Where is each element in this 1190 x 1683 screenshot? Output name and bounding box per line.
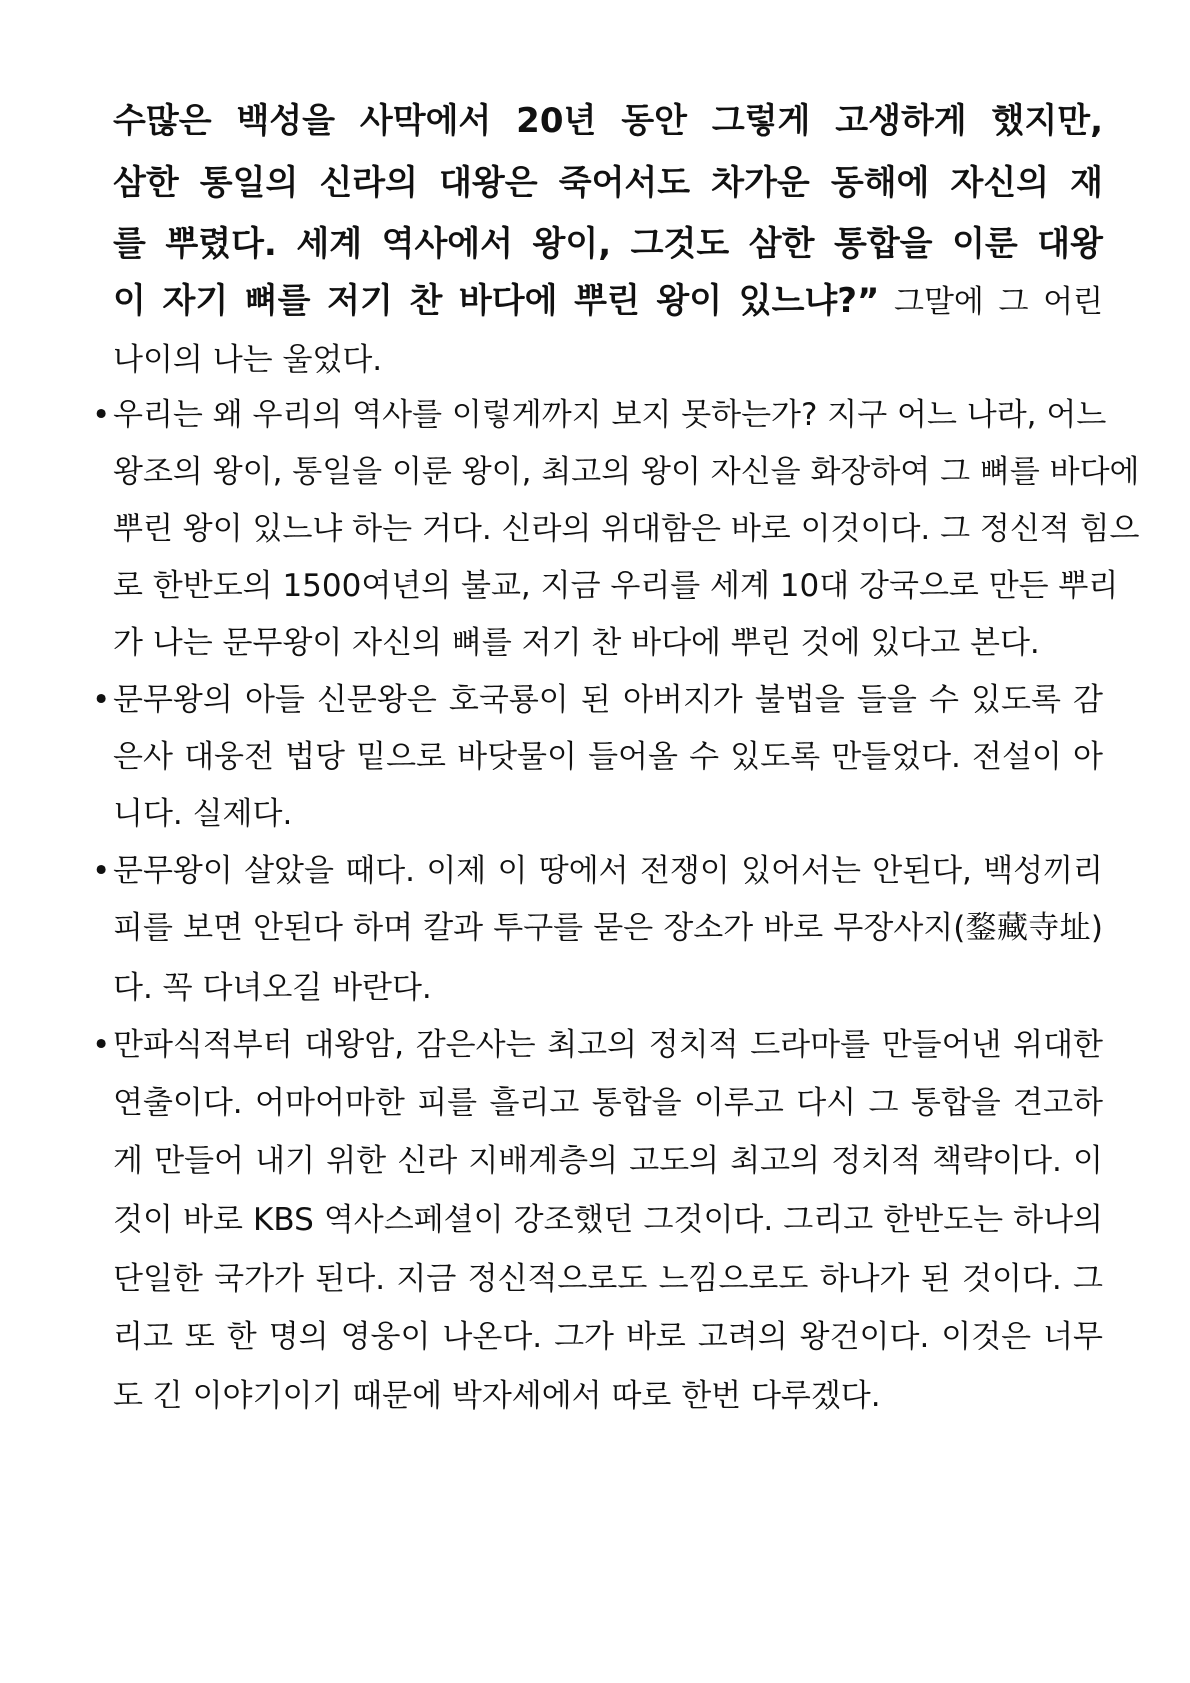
quote-line-mixed xyxy=(113,281,1103,321)
narration-line: 나이의 나는 울었다. xyxy=(113,342,383,378)
bullet-1-line: 뿌린 왕이 있느냐 하는 거다. 신라의 위대함은 바로 이것이다. 그 정신적 힘으 xyxy=(113,511,1140,547)
quote-line: 수많은 백성을 사막에서 20년 동안 그렇게 고생하게 했지만, xyxy=(113,101,1103,141)
bullet-icon: • xyxy=(92,853,111,889)
quote-closing: 이 자기 뼈를 저기 찬 바다에 뿌린 왕이 있느냐?” xyxy=(113,281,880,321)
narration-text: 그말에 그 어린 xyxy=(879,284,1103,320)
bullet-3-line: 피를 보면 안된다 하며 칼과 투구를 묻은 장소가 바로 무장사지(鍪藏寺址) xyxy=(113,910,1103,946)
bullet-icon: • xyxy=(92,682,111,718)
bullet-1-line: 가 나는 문무왕이 자신의 뼈를 저기 찬 바다에 뿌린 것에 있다고 본다. xyxy=(113,625,1040,661)
bullet-3-line: 문무왕이 살았을 때다. 이제 이 땅에서 전쟁이 있어서는 안된다, 백성끼리 xyxy=(113,853,1103,889)
bullet-4-line: 것이 바로 KBS 역사스페셜이 강조했던 그것이다. 그리고 한반도는 하나의 xyxy=(113,1202,1103,1238)
bullet-icon: • xyxy=(92,397,111,433)
bullet-4-line: 만파식적부터 대왕암, 감은사는 최고의 정치적 드라마를 만들어낸 위대한 xyxy=(113,1027,1103,1063)
quote-line: 를 뿌렸다. 세계 역사에서 왕이, 그것도 삼한 통합을 이룬 대왕 xyxy=(113,224,1103,264)
bullet-4-line: 리고 또 한 명의 영웅이 나온다. 그가 바로 고려의 왕건이다. 이것은 너무 xyxy=(113,1319,1103,1355)
bullet-1-line: 우리는 왜 우리의 역사를 이렇게까지 보지 못하는가? 지구 어느 나라, 어느 xyxy=(113,397,1107,433)
bullet-1-line: 로 한반도의 1500여년의 불교, 지금 우리를 세계 10대 강국으로 만든 뿌리 xyxy=(113,568,1119,604)
quote-line: 삼한 통일의 신라의 대왕은 죽어서도 차가운 동해에 자신의 재 xyxy=(113,163,1103,203)
bullet-4-line: 연출이다. 어마어마한 피를 흘리고 통합을 이루고 다시 그 통합을 견고하 xyxy=(113,1085,1103,1121)
bullet-2-line: 은사 대웅전 법당 밑으로 바닷물이 들어올 수 있도록 만들었다. 전설이 아 xyxy=(113,739,1103,775)
bullet-2-line: 문무왕의 아들 신문왕은 호국룡이 된 아버지가 불법을 들을 수 있도록 감 xyxy=(113,682,1103,718)
bullet-4-line: 단일한 국가가 된다. 지금 정신적으로도 느낌으로도 하나가 된 것이다. 그 xyxy=(113,1261,1103,1297)
bullet-3-line: 다. 꼭 다녀오길 바란다. xyxy=(113,970,432,1006)
bullet-icon: • xyxy=(92,1027,111,1063)
bullet-4-line: 도 긴 이야기이기 때문에 박자세에서 따로 한번 다루겠다. xyxy=(113,1378,881,1414)
bullet-2-line: 니다. 실제다. xyxy=(113,796,293,832)
bullet-1-line: 왕조의 왕이, 통일을 이룬 왕이, 최고의 왕이 자신을 화장하여 그 뼈를 바다에 xyxy=(113,454,1140,490)
bullet-4-line: 게 만들어 내기 위한 신라 지배계층의 고도의 최고의 정치적 책략이다. 이 xyxy=(113,1143,1103,1179)
